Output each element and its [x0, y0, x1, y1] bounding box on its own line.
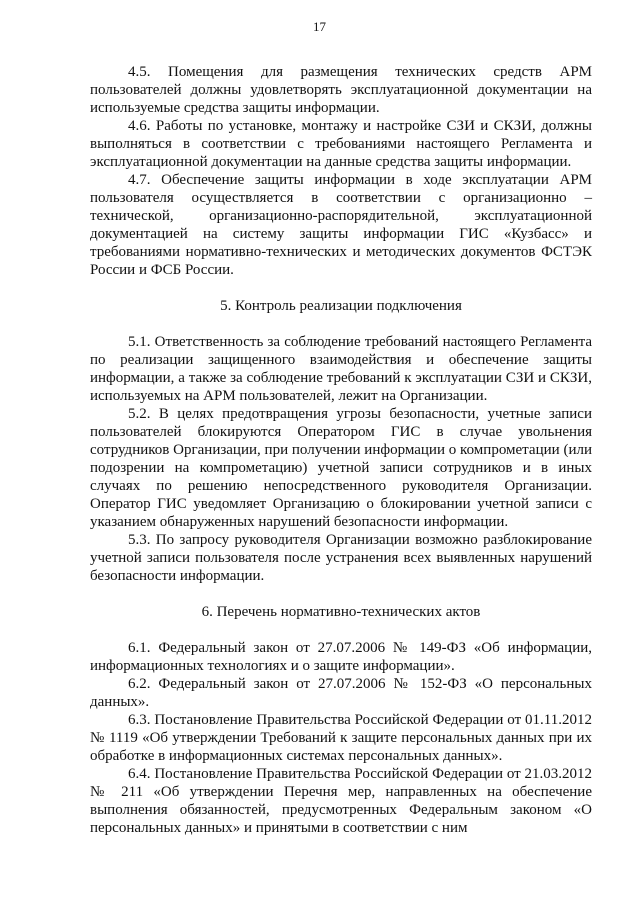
- paragraph-4-5: 4.5. Помещения для размещения технических средств АРМ пользователей должны удовлетворять эксплуатационной документации на используемые средства защиты информации.: [90, 64, 592, 116]
- document-body: [90, 63, 592, 837]
- section-heading-5: 5. Контроль реализации подключения: [220, 298, 462, 314]
- page-number: 17: [313, 19, 326, 34]
- spacer: [90, 279, 592, 297]
- paragraph-6-2: 6.2. Федеральный закон от 27.07.2006 № 152-ФЗ «О персональных данных».: [90, 676, 592, 710]
- spacer: [90, 621, 592, 639]
- spacer: [90, 315, 592, 333]
- paragraph-6-3: 6.3. Постановление Правительства Российской Федерации от 01.11.2012 № 1119 «Об утверждении Требований к защите персональных данных при их обработке в информационных системах персональных данных».: [90, 712, 592, 764]
- paragraph-4-6: 4.6. Работы по установке, монтажу и настройке СЗИ и СКЗИ, должны выполняться в соответствии с требованиями настоящего Регламента и эксплуатационной документации на данные средства защиты информации.: [90, 118, 592, 170]
- paragraph-5-1: 5.1. Ответственность за соблюдение требований настоящего Регламента по реализации защищенного взаимодействия и обеспечение защиты информации, а также за соблюдение требований к эксплуатации СЗИ и СКЗИ, используемых на АРМ пользователей, лежит на Организации.: [90, 334, 592, 404]
- paragraph-5-3: 5.3. По запросу руководителя Организации возможно разблокирование учетной записи пользователя после устранения всех выявленных нарушений безопасности информации.: [90, 532, 592, 584]
- paragraph-4-7: 4.7. Обеспечение защиты информации в ходе эксплуатации АРМ пользователя осуществляется в соответствии с организационно – технической, организационно-распорядительной, эксплуатационной документацией на систему защиты информации ГИС «Кузбасс» и требованиями нормативно-технических и методических документов ФСТЭК России и ФСБ России.: [90, 172, 592, 278]
- paragraph-6-1: 6.1. Федеральный закон от 27.07.2006 № 149-ФЗ «Об информации, информационных технологиях и о защите информации».: [90, 640, 592, 674]
- paragraph-6-4: 6.4. Постановление Правительства Российской Федерации от 21.03.2012 № 211 «Об утверждении Перечня мер, направленных на обеспечение выполнения обязанностей, предусмотренных Федеральным законом «О персональных данных» и принятыми в соответствии с ним: [90, 766, 592, 836]
- spacer: [90, 585, 592, 603]
- section-heading-6: 6. Перечень нормативно-технических актов: [201, 604, 481, 620]
- paragraph-5-2: 5.2. В целях предотвращения угрозы безопасности, учетные записи пользователей блокируются Оператором ГИС в случае увольнения сотрудников Организации, при получении информации о компрометации (или подозрении на компрометацию) учетной записи сотрудников и в иных случаях по решению непосредственного руководителя Организации. Оператор ГИС уведомляет Организацию о блокировании учетной записи с указанием обнаруженных нарушений безопасности информации.: [90, 406, 592, 530]
